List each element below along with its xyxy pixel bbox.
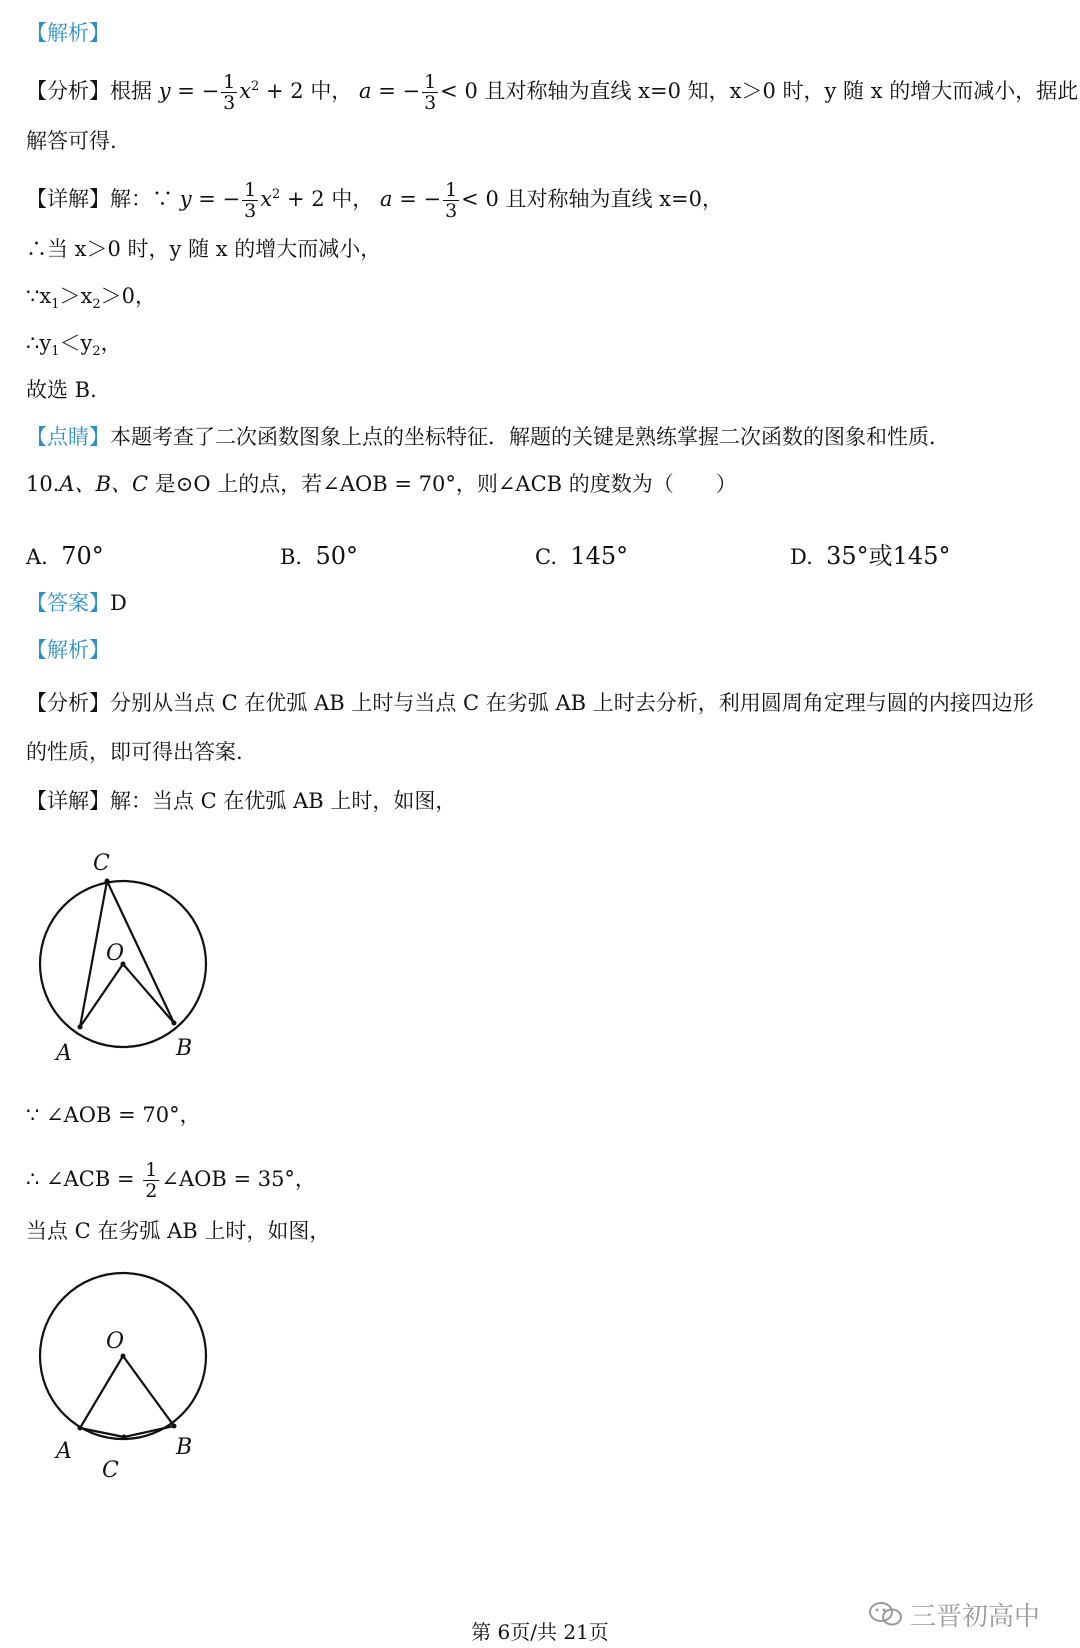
figure-minor-arc: [30, 1268, 220, 1484]
section-label-jiexi-2: 【解析】: [26, 638, 110, 662]
label-b: B: [176, 1036, 193, 1061]
step-3: $\therefore y_1<y_2$，: [26, 331, 122, 360]
option-a: A. 70°: [26, 542, 104, 570]
label-xiangjie: 【详解】: [26, 187, 110, 211]
figure-major-arc: [30, 838, 220, 1070]
analysis-q10-line2: 的性质，即可得出答案.: [26, 740, 243, 764]
analysis-paragraph: 【分析】根据 y = − $\frac{1}{3}$ $x^2 + 2$ 中， a = − $\frac{1}{3}$ < 0 且对称轴为直线 x=0 知，x＞0 时，y 随 x 的增大而减小，据此: [26, 71, 1079, 114]
label-dianjing: 【点睛】: [26, 425, 110, 449]
option-d: D. 35°或145°: [790, 542, 951, 570]
label-c: C: [102, 1458, 119, 1483]
watermark: 三晋初高中: [868, 1596, 1040, 1635]
label-o: O: [106, 941, 125, 966]
answer-line: 【答案】D: [26, 591, 127, 615]
given-line: ∵ ∠AOB = 70°，: [26, 1103, 201, 1127]
fraction: $\frac{1}{3}$: [445, 179, 458, 222]
label-o: O: [106, 1329, 125, 1354]
label-c: C: [93, 851, 110, 876]
label-a: A: [56, 1439, 72, 1464]
label-b: B: [176, 1435, 193, 1460]
fraction: $\frac{1}{3}$: [223, 71, 236, 114]
choice-line: 故选 B.: [26, 378, 97, 402]
fraction: $\frac{1}{3}$: [244, 179, 257, 222]
section-label-jiexi: 【解析】: [26, 21, 110, 45]
detail-q10-case1: 【详解】解：当点 C 在优弧 AB 上时，如图，: [26, 789, 457, 813]
label-a: A: [56, 1041, 72, 1066]
analysis-line2: 解答可得.: [26, 129, 117, 153]
label-daan: 【答案】: [26, 591, 110, 615]
page-footer: 第 6页/共 21页: [471, 1620, 609, 1644]
option-c: C. 145°: [535, 542, 629, 570]
fraction: $\frac{1}{3}$: [424, 71, 437, 114]
label-fenxi: 【分析】: [26, 79, 110, 103]
analysis-q10: 【分析】分别从当点 C 在优弧 AB 上时与当点 C 在劣弧 AB 上时去分析，利用圆周角定理与圆的内接四边形: [26, 691, 1034, 715]
detail-paragraph: 【详解】解：∵ y = − $\frac{1}{3}$ $x^2 + 2$ 中， a = − $\frac{1}{3}$ < 0 且对称轴为直线 x=0，: [26, 179, 723, 222]
step-1: ∴当 x＞0 时，y 随 x 的增大而减小，: [26, 237, 382, 261]
question-10-stem: 10.A、B、C 是⊙O 上的点，若∠AOB = 70°，则∠ACB 的度数为（ ）: [26, 472, 737, 496]
review-paragraph: 【点睛】本题考查了二次函数图象上点的坐标特征．解题的关键是熟练掌握二次函数的图象和性质．: [26, 425, 950, 449]
case2-line: 当点 C 在劣弧 AB 上时，如图，: [26, 1219, 331, 1243]
result-line: ∴ ∠ACB = $\frac{1}{2}$ ∠AOB = 35°，: [26, 1159, 316, 1202]
step-2: $\because x_1>x_2>0$，: [26, 284, 156, 313]
option-b: B. 50°: [280, 542, 359, 570]
fraction-half: $\frac{1}{2}$: [145, 1159, 158, 1202]
